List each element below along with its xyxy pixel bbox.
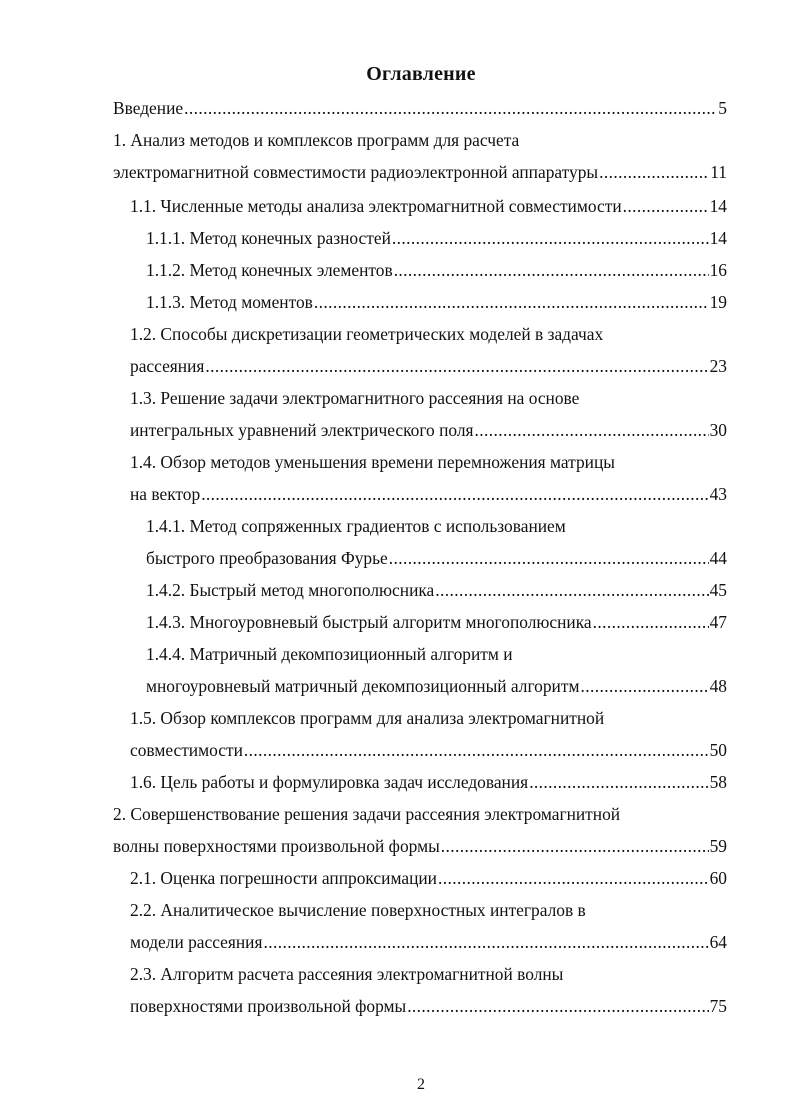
toc-entry: 1.5. Обзор комплексов программ для анализа электромагнитной — [130, 708, 605, 728]
toc-entry: 1.3. Решение задачи электромагнитного рассеяния на основе — [130, 388, 580, 408]
toc-entry: интегральных уравнений электрического поля ..... 30 — [130, 418, 727, 442]
toc-entry: 1.4.1. Метод сопряженных градиентов с использованием — [146, 516, 566, 536]
toc-entry: 2.2. Аналитическое вычисление поверхностных интегралов в — [130, 900, 586, 920]
toc-entry: модели рассеяния ..... 64 — [130, 930, 727, 954]
toc-entry: 1.4.2. Быстрый метод многополюсника ..... 45 — [146, 578, 727, 602]
toc-entry: поверхностями произвольной формы ..... 75 — [130, 994, 727, 1018]
toc-entry: 1.1. Численные методы анализа электромагнитной совместимости ..... 14 — [130, 194, 727, 218]
toc-entry: быстрого преобразования Фурье ..... 44 — [146, 546, 727, 570]
toc-entry: совместимости ..... 50 — [130, 738, 727, 762]
toc-entry: Введение ..... 5 — [113, 96, 727, 120]
toc-entry: 1.1.2. Метод конечных элементов ..... 16 — [146, 258, 727, 282]
toc-entry: рассеяния ..... 23 — [130, 354, 727, 378]
toc-entry: электромагнитной совместимости радиоэлектронной аппаратуры ..... 11 — [113, 160, 727, 184]
toc-entry: 1. Анализ методов и комплексов программ для расчета — [113, 130, 520, 150]
toc-entry: 1.6. Цель работы и формулировка задач исследования ..... 58 — [130, 770, 727, 794]
toc-entry: 1.4. Обзор методов уменьшения времени перемножения матрицы — [130, 452, 615, 472]
page-number: 2 — [417, 1076, 425, 1093]
toc-entry: 2.3. Алгоритм расчета рассеяния электромагнитной волны — [130, 964, 564, 984]
toc-entry: 2.1. Оценка погрешности аппроксимации ..... 60 — [130, 866, 727, 890]
toc-entry: 1.2. Способы дискретизации геометрических моделей в задачах — [130, 324, 604, 344]
toc-entry: 2. Совершенствование решения задачи рассеяния электромагнитной — [113, 804, 621, 824]
toc-entry: 1.4.3. Многоуровневый быстрый алгоритм многополюсника ..... 47 — [146, 610, 727, 634]
toc-entry: многоуровневый матричный декомпозиционный алгоритм ..... 48 — [146, 674, 727, 698]
toc-entry: 1.1.1. Метод конечных разностей ..... 14 — [146, 226, 727, 250]
toc-entry: на вектор ..... 43 — [130, 482, 727, 506]
toc-entry: 1.4.4. Матричный декомпозиционный алгоритм и — [146, 644, 513, 664]
toc-entry: волны поверхностями произвольной формы ..... 59 — [113, 834, 727, 858]
toc-entry: 1.1.3. Метод моментов ..... 19 — [146, 290, 727, 314]
toc-title: Оглавление — [366, 63, 476, 85]
